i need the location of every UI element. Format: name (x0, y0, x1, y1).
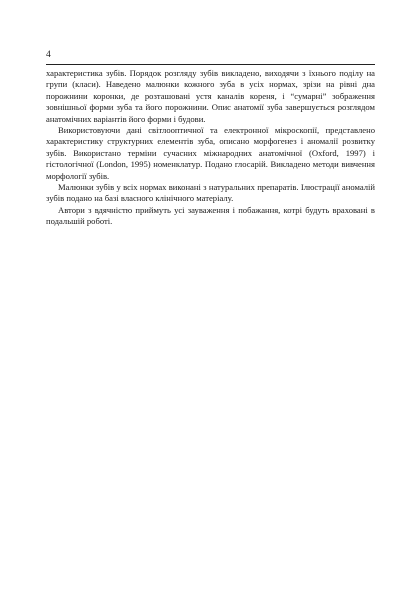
paragraph-4: Автори з вдячністю приймуть усі зауваження і побажання, котрі будуть враховані в подальшій роботі. (46, 204, 375, 227)
header-divider (46, 64, 375, 65)
paragraph-2: Використовуючи дані світлооптичної та електронної мікроскопії, представлено характеристику структурних елементів зуба, описано морфогенез і аномалії розвитку зубів. Використано терміни сучасних міжнародних анатомічної (Oxford, 1997) і гістологічної (London, 1995) номенклатур. Подано глосарій. Викладено методи вивчення морфології зубів. (46, 125, 375, 181)
page-number: 4 (46, 50, 51, 60)
paragraph-1: характеристика зубів. Порядок розгляду зубів викладено, виходячи з їхнього поділу на групи (класи). Наведено малюнки кожного зуба в усіх нормах, зрізи на рівні дна порожнини коронки, де розташовані устя каналів кореня, і “сумарні” зображення зовнішньої форми зуба та його порожнини. Опис анатомії зуба завершується розглядом анатомічних варіантів його форми і будови. (46, 68, 375, 124)
paragraph-3: Малюнки зубів у всіх нормах виконані з натуральних препаратів. Ілюстрації аномалій зубів подано на базі власного клінічного матеріалу. (46, 182, 375, 204)
body-text (46, 68, 375, 228)
